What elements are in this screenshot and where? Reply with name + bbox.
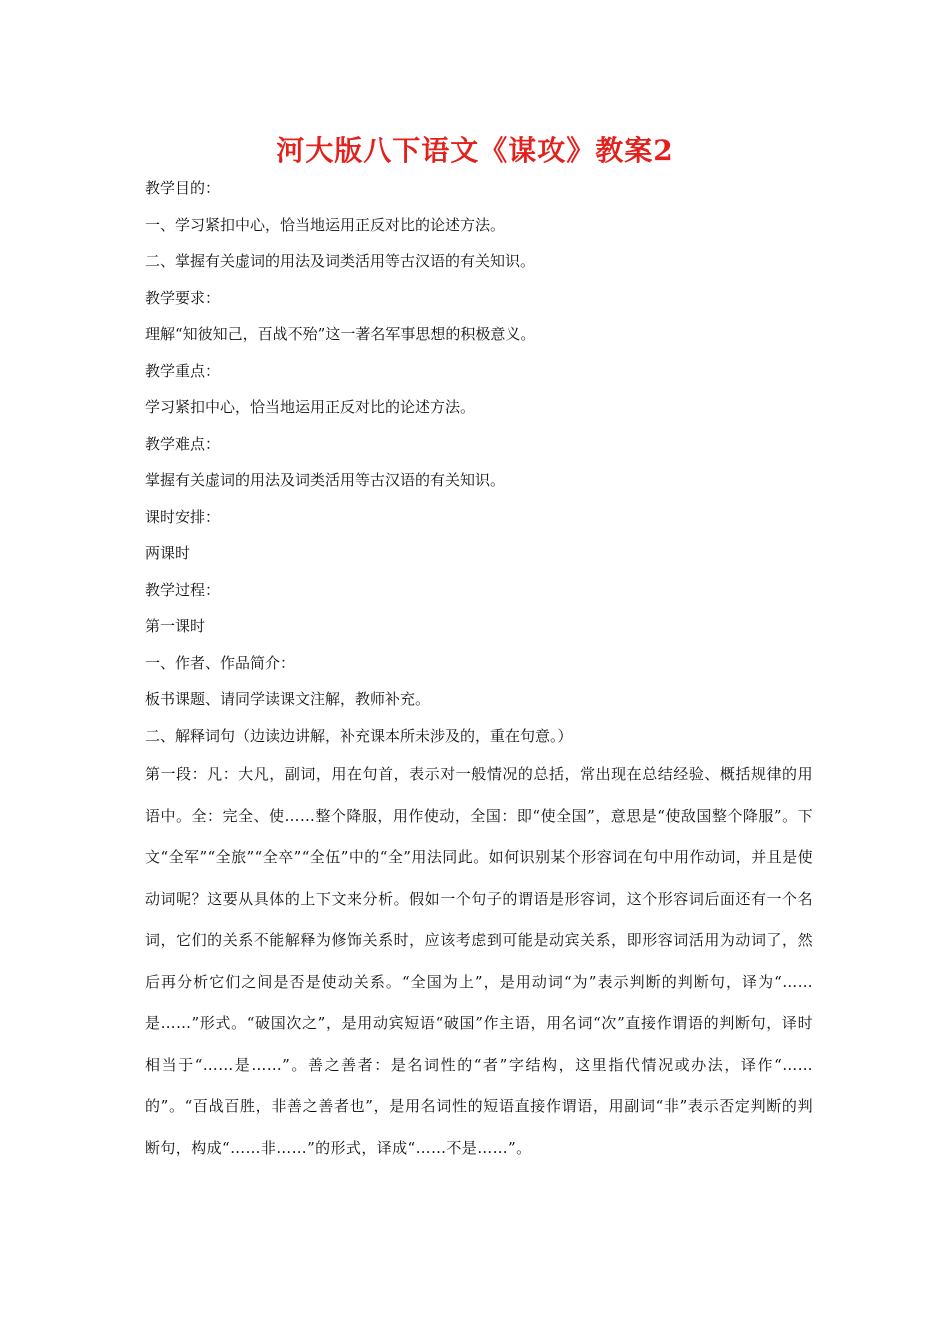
objective-item-2: 二、掌握有关虚词的用法及词类活用等古汉语的有关知识。 bbox=[145, 252, 536, 270]
heading-schedule: 课时安排： bbox=[145, 507, 221, 526]
section-author-intro: 一、作者、作品简介： bbox=[145, 653, 296, 672]
heading-requirements: 教学要求： bbox=[145, 288, 221, 307]
heading-process: 教学过程： bbox=[145, 580, 221, 599]
section-explanation: 二、解释词句（边读边讲解，补充课本所未涉及的，重在句意。） bbox=[145, 726, 573, 745]
lesson-one-label: 第一课时 bbox=[145, 617, 206, 635]
objective-item-1: 一、学习紧扣中心，恰当地运用正反对比的论述方法。 bbox=[145, 215, 506, 234]
document-body bbox=[145, 170, 813, 1169]
heading-objectives: 教学目的： bbox=[145, 179, 221, 197]
schedule-text: 两课时 bbox=[145, 544, 191, 562]
author-intro-text: 板书课题、请同学读课文注解，教师补充。 bbox=[145, 690, 431, 708]
key-point-text: 学习紧扣中心，恰当地运用正反对比的论述方法。 bbox=[145, 398, 476, 416]
document-title: 河大版八下语文《谋攻》教案2 bbox=[276, 134, 674, 167]
heading-key-points: 教学重点： bbox=[145, 361, 221, 380]
heading-difficulties: 教学难点： bbox=[145, 434, 221, 453]
explanation-paragraph: 第一段：凡：大凡，副词，用在句首，表示对一般情况的总括，常出现在总结经验、概括规律的用语中。全：完全、使……整个降服，用作使动，全国：即“使全国”，意思是“使敌国整个降服”。下文“全军”“全旅”“全卒”“全伍”中的“全”用法同此。如何识别某个形容词在句中用作动词，并且是使动词呢？这要从具体的上下文来分析。假如一个句子的谓语是形容词，这个形容词后面还有一个名词，它们的关系不能解释为修饰关系时，应该考虑到可能是动宾关系，即形容词活用为动词了，然后再分析它们之间是否是使动关系。“全国为上”，是用动词“为”表示判断的判断句，译为“……是……”形式。“破国次之”，是用动宾短语“破国”作主语，用名词“次”直接作谓语的判断句，译时相当于“……是……”。善之善者：是名词性的“者”字结构，这里指代情况或办法，译作“……的”。“百战百胜，非善之善者也”，是用名词性的短语直接作谓语，用副词“非”表示否定判断的判断句，构成“……非……”的形式，译成“……不是……”。 bbox=[145, 765, 813, 1157]
requirement-text: 理解“知彼知己，百战不殆”这一著名军事思想的积极意义。 bbox=[145, 325, 536, 343]
difficulty-text: 掌握有关虚词的用法及词类活用等古汉语的有关知识。 bbox=[145, 471, 506, 489]
